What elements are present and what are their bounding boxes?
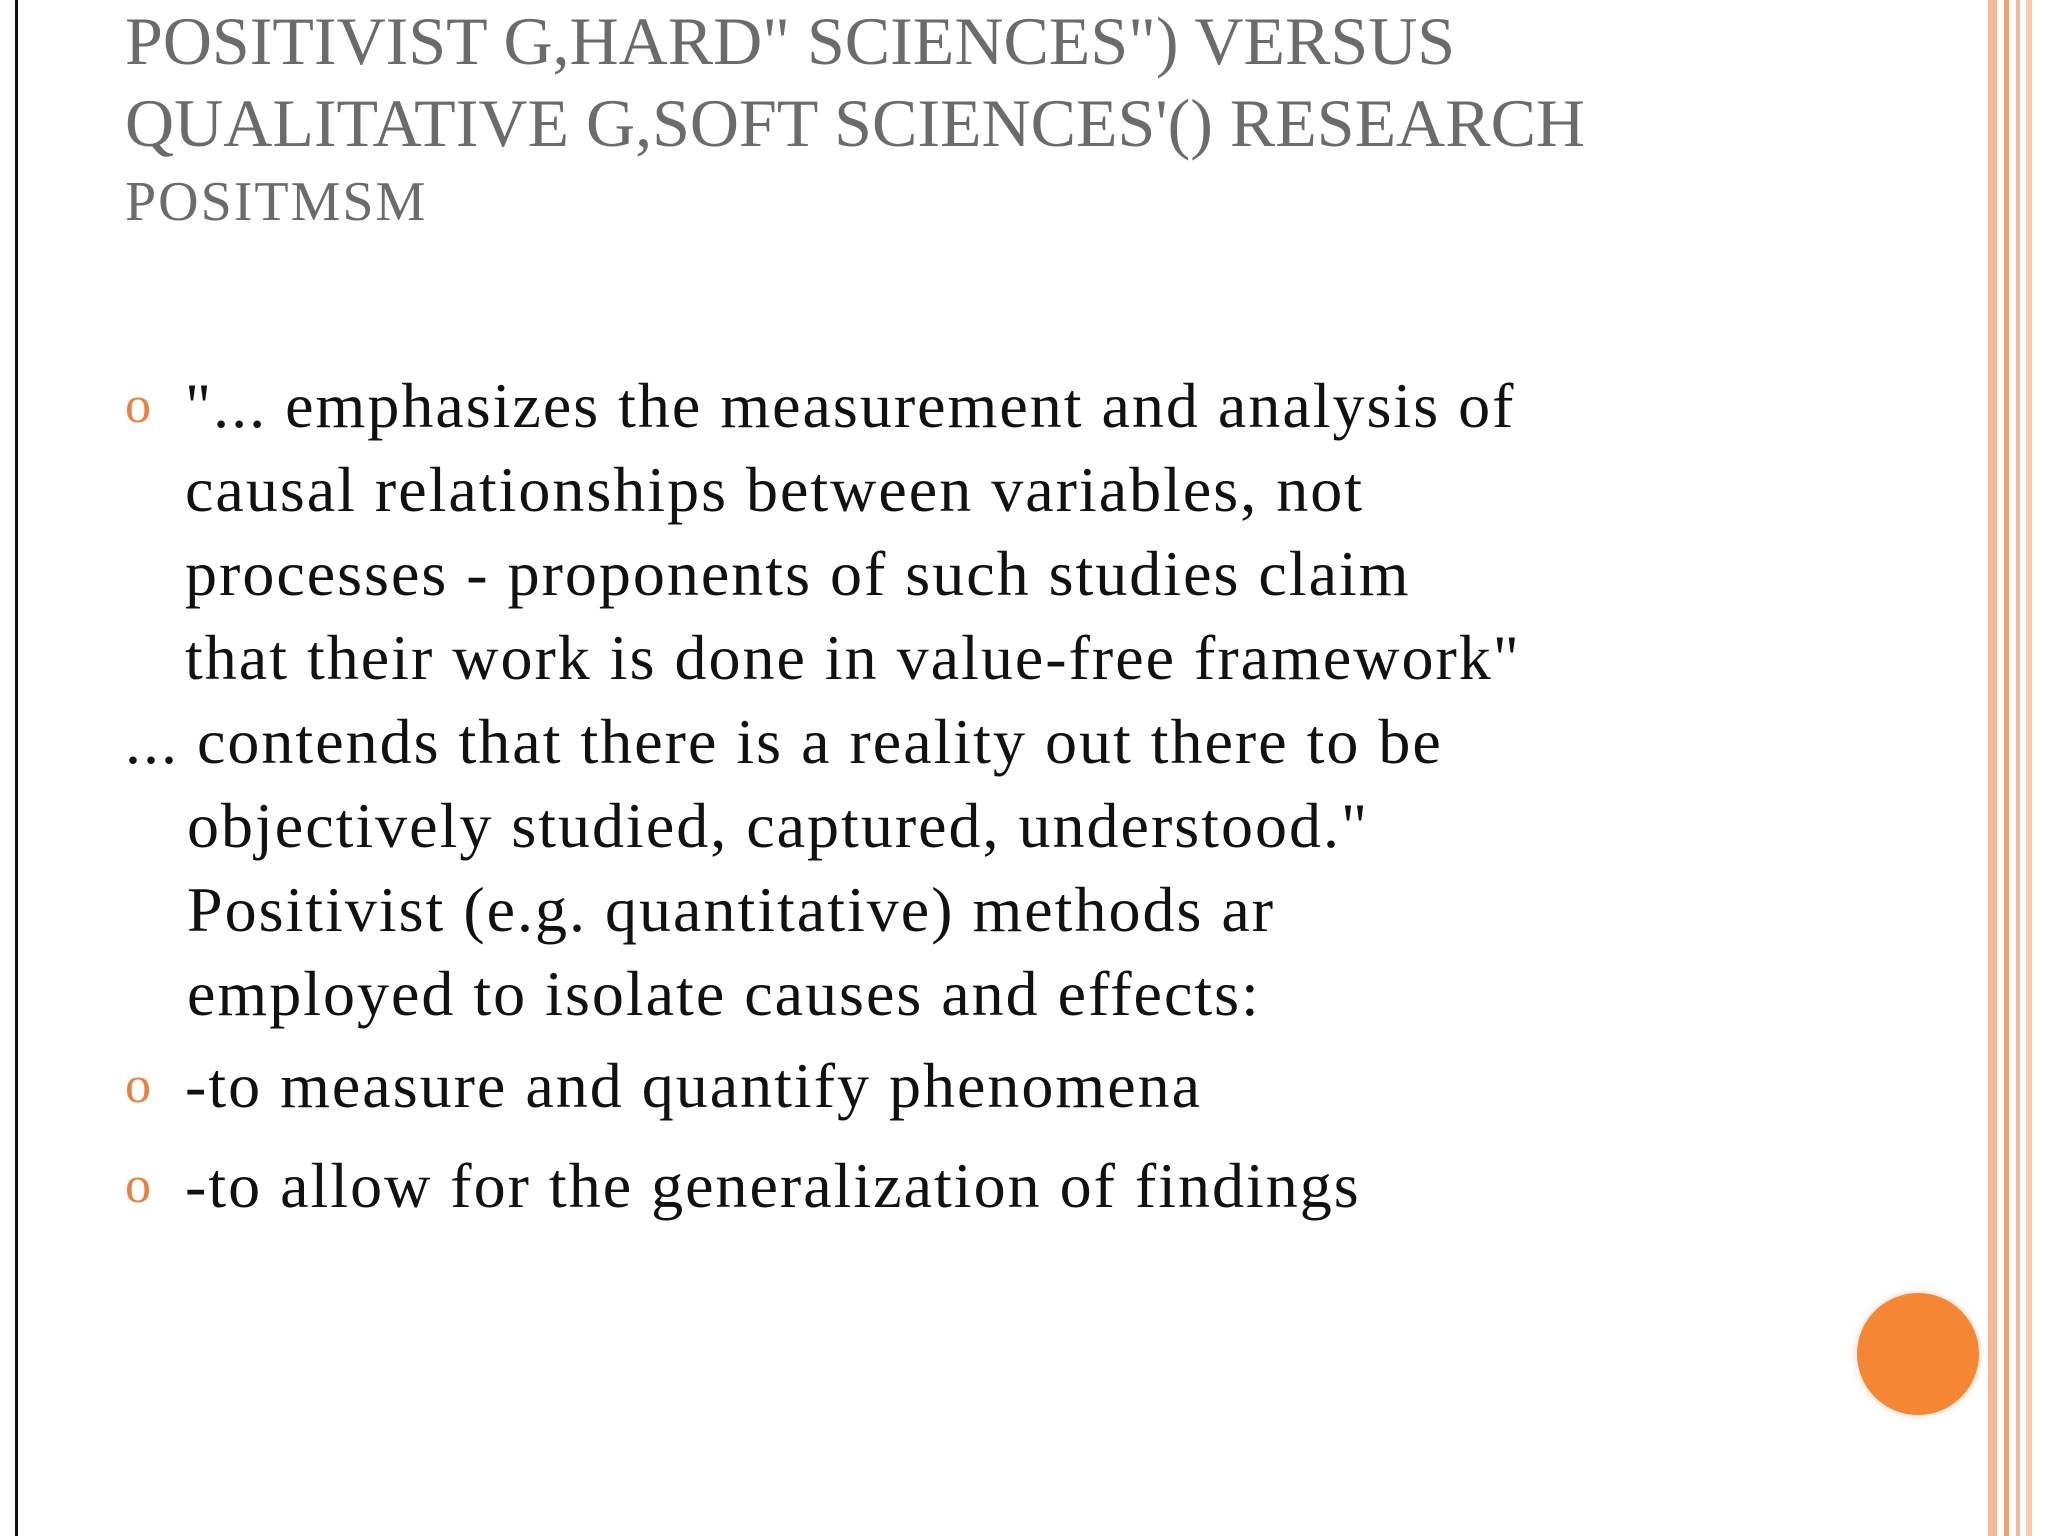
slide-body	[125, 364, 1765, 1228]
right-decorative-stripes	[1988, 0, 2048, 1536]
slide-subtitle: POSITMSM	[125, 171, 428, 233]
stripe	[2026, 0, 2032, 1536]
body-line: "... emphasizes the measurement and analysis of	[185, 370, 1516, 441]
bullet-item-measure	[125, 1044, 1765, 1128]
stripe	[2016, 0, 2020, 1536]
bullet-marker-icon: o	[125, 377, 153, 434]
body-line: causal relationships between variables, not	[185, 454, 1364, 525]
body-line: that their work is done in value-free framework"	[185, 622, 1521, 693]
body-line: -to allow for the generalization of findings	[185, 1150, 1361, 1221]
body-line: ... contends that there is a reality out there to be	[125, 706, 1443, 777]
bullet-marker-icon: o	[125, 1157, 153, 1214]
body-line: -to measure and quantify phenomena	[185, 1050, 1202, 1121]
title-line-1: POSITIVIST G,HARD" SCIENCES") VERSUS	[125, 3, 1456, 79]
body-line: objectively studied, captured, understood."	[187, 790, 1370, 861]
title-line-2: QUALITATIVE G,SOFT SCIENCES'() RESEARCH	[125, 85, 1586, 161]
left-border-line	[15, 0, 18, 1536]
slide-title	[125, 0, 1585, 164]
body-line: Positivist (e.g. quantitative) methods ar	[187, 874, 1276, 945]
paragraph-contends	[125, 700, 1765, 1036]
stripe	[2004, 0, 2009, 1536]
body-line: employed to isolate causes and effects:	[187, 958, 1261, 1029]
bullet-item-emphasizes	[125, 364, 1765, 700]
bullet-marker-icon: o	[125, 1057, 153, 1114]
stripe	[1988, 0, 1997, 1536]
bullet-item-generalization	[125, 1144, 1765, 1228]
body-line: processes - proponents of such studies claim	[185, 538, 1411, 609]
orange-circle-decoration	[1857, 1293, 1979, 1415]
